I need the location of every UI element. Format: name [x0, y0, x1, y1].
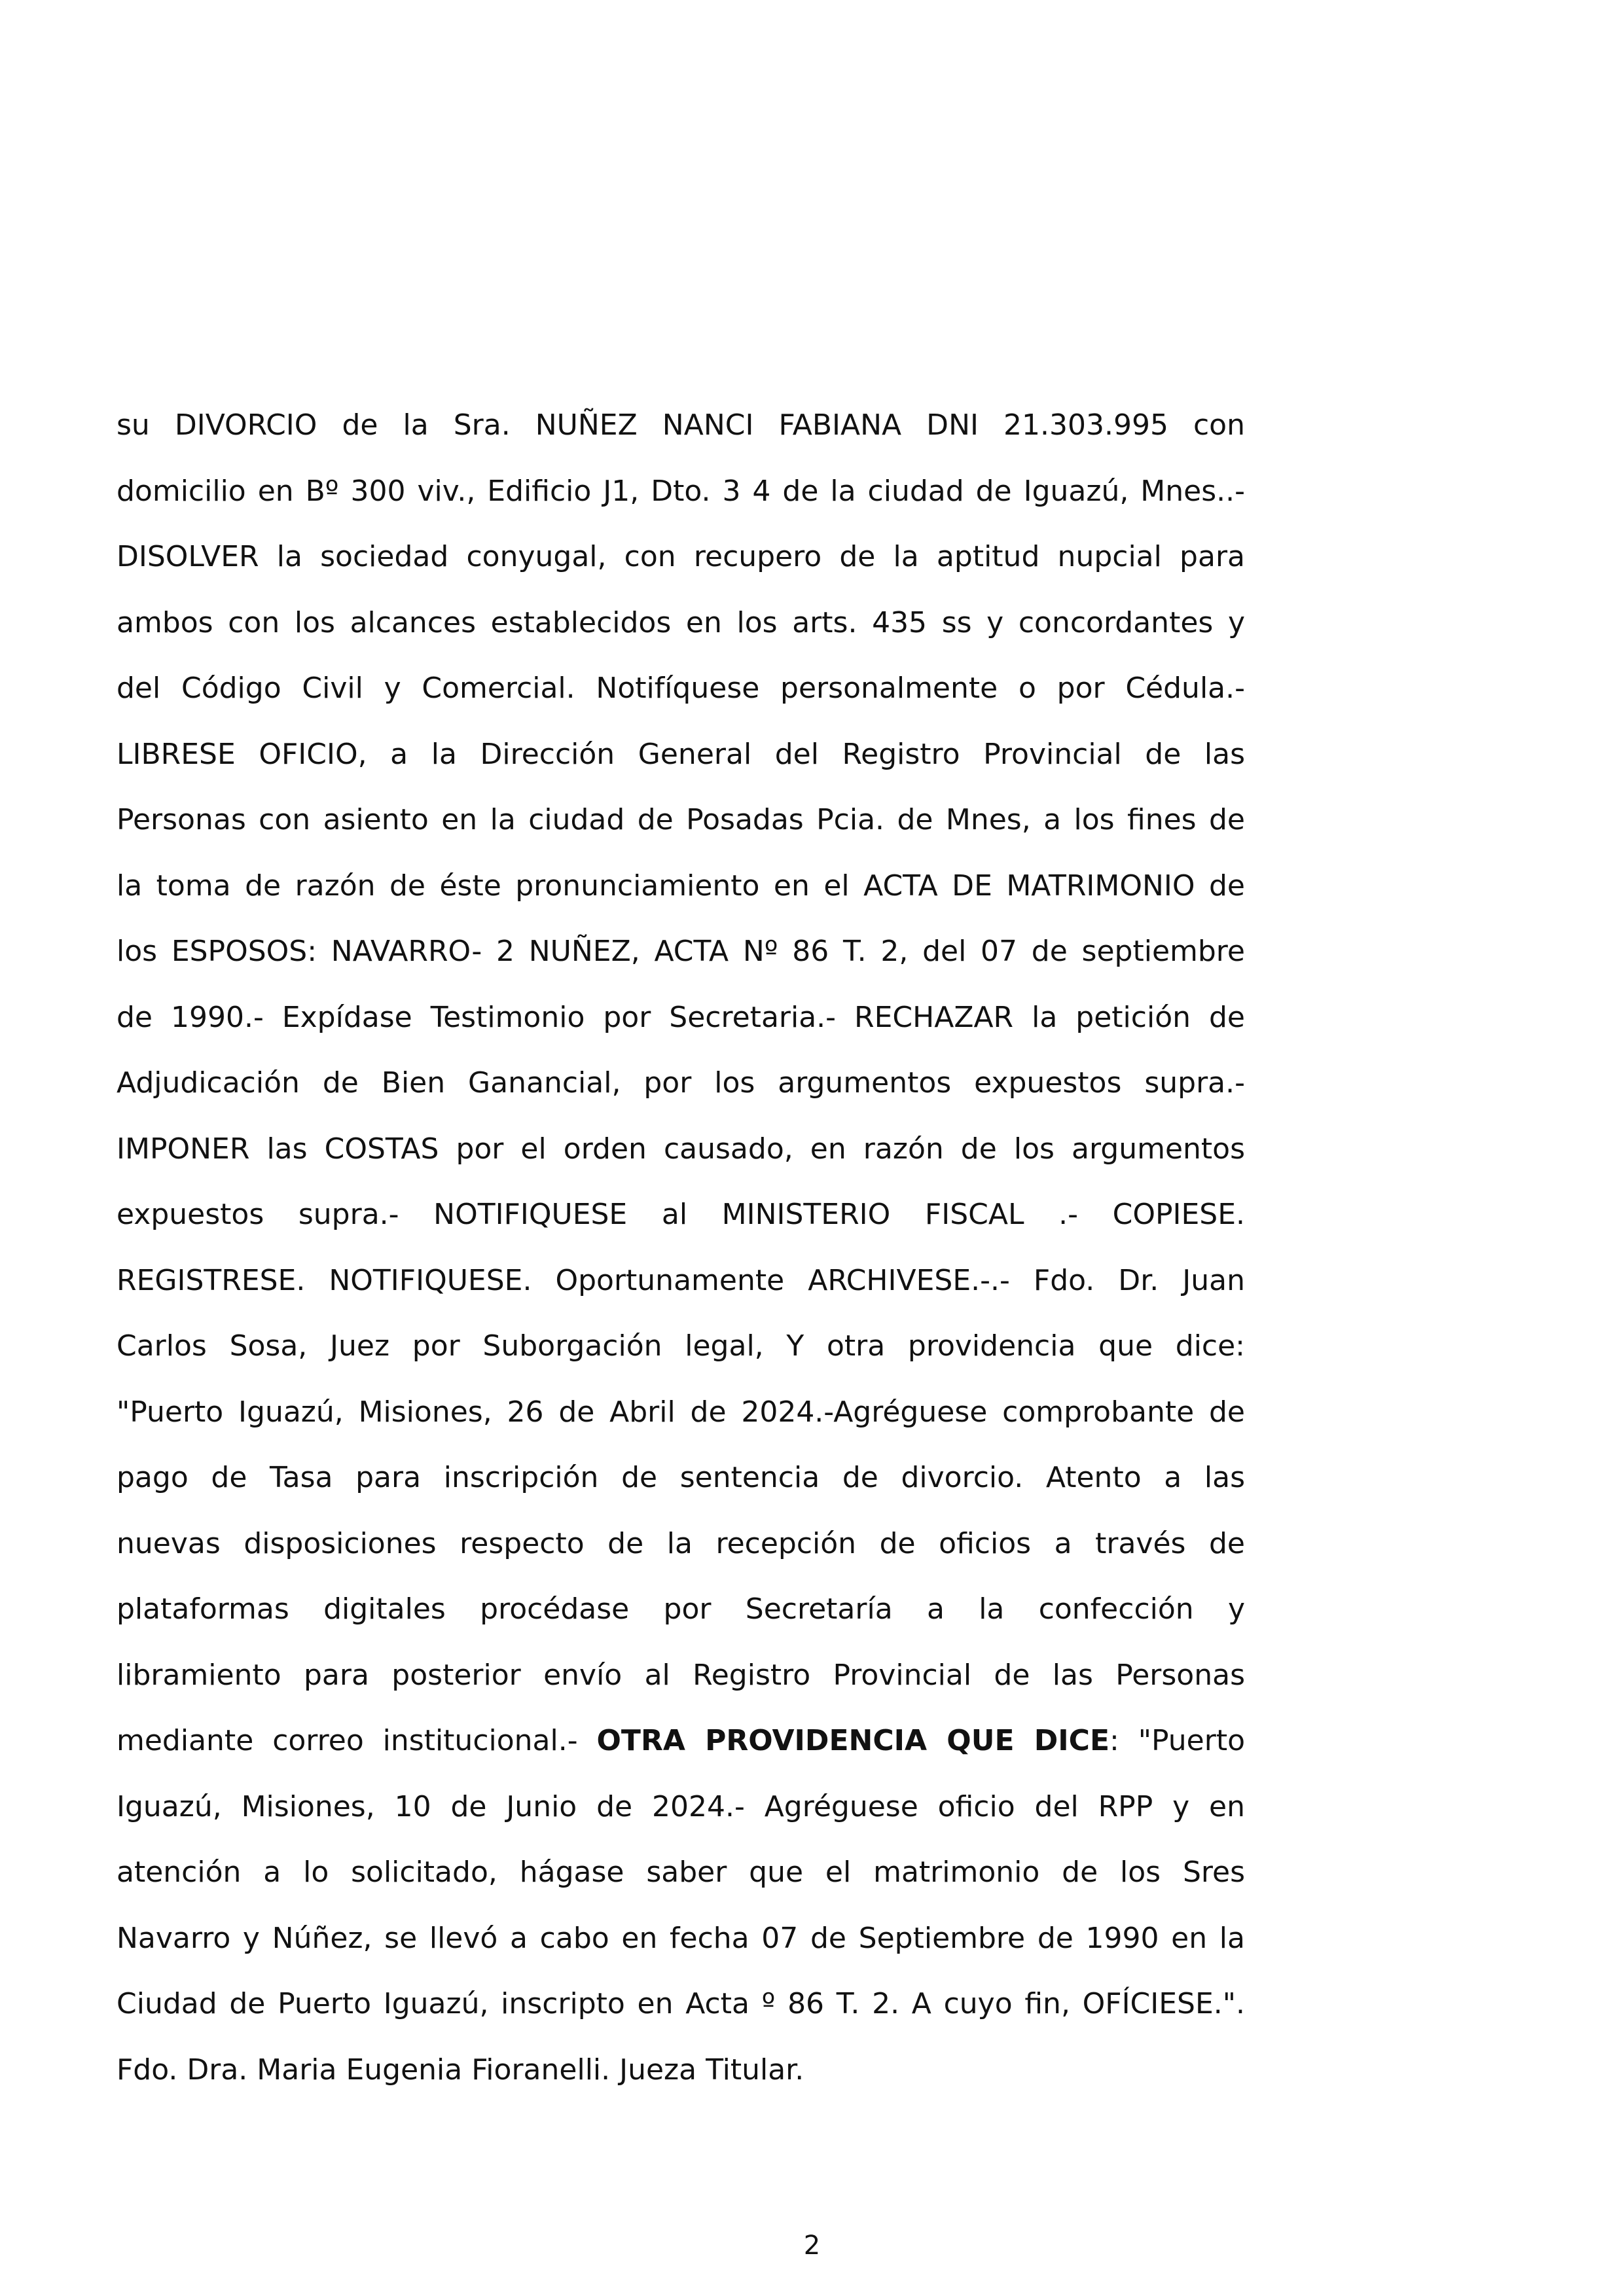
text-line: REGISTRESE. NOTIFIQUESE. Oportunamente ARCHIVESE.-.- Fdo. Dr. Juan [117, 1263, 1245, 1297]
text-line: LIBRESE OFICIO, a la Dirección General del Registro Provincial de las [117, 737, 1245, 771]
text-line-with-bold [117, 1708, 1245, 1774]
text-line: DISOLVER la sociedad conyugal, con recupero de la aptitud nupcial para [117, 540, 1245, 573]
signature-line: Fdo. Dra. Maria Eugenia Fioranelli. Jueza Titular. [117, 2053, 804, 2087]
text-line: Navarro y Núñez, se llevó a cabo en fecha 07 de Septiembre de 1990 en la [117, 1921, 1245, 1955]
text-line: Iguazú, Misiones, 10 de Junio de 2024.- Agréguese oficio del RPP y en [117, 1789, 1245, 1823]
text-line: IMPONER las COSTAS por el orden causado, en razón de los argumentos [117, 1132, 1245, 1166]
text-line: Carlos Sosa, Juez por Suborgación legal, Y otra providencia que dice: [117, 1329, 1245, 1363]
text-line: pago de Tasa para inscripción de sentencia de divorcio. Atento a las [117, 1461, 1245, 1494]
text-line: expuestos supra.- NOTIFIQUESE al MINISTERIO FISCAL .- COPIESE. [117, 1198, 1245, 1231]
text-line: del Código Civil y Comercial. Notifíquese personalmente o por Cédula.- [117, 672, 1245, 705]
bold-heading-otra-providencia: OTRA PROVIDENCIA QUE DICE [596, 1724, 1110, 1757]
text-line: libramiento para posterior envío al Registro Provincial de las Personas [117, 1658, 1245, 1692]
text-line: Adjudicación de Bien Ganancial, por los argumentos expuestos supra.- [117, 1066, 1245, 1100]
text-line: Ciudad de Puerto Iguazú, inscripto en Acta º 86 T. 2. A cuyo fin, OFÍCIESE.". [117, 1987, 1245, 2020]
text-segment: : "Puerto [1110, 1724, 1245, 1757]
text-line: "Puerto Iguazú, Misiones, 26 de Abril de 2024.-Agréguese comprobante de [117, 1395, 1245, 1429]
document-body [117, 393, 1245, 2103]
text-line: plataformas digitales procédase por Secretaría a la confección y [117, 1592, 1245, 1626]
text-line: su DIVORCIO de la Sra. NUÑEZ NANCI FABIANA DNI 21.303.995 con [117, 408, 1245, 442]
text-line: los ESPOSOS: NAVARRO- 2 NUÑEZ, ACTA Nº 86 T. 2, del 07 de septiembre [117, 935, 1245, 968]
text-line: domicilio en Bº 300 viv., Edificio J1, Dto. 3 4 de la ciudad de Iguazú, Mnes..- [117, 474, 1245, 508]
page-number: 2 [803, 2231, 821, 2261]
text-line: atención a lo solicitado, hágase saber que el matrimonio de los Sres [117, 1856, 1245, 1889]
text-line: la toma de razón de éste pronunciamiento en el ACTA DE MATRIMONIO de [117, 869, 1245, 903]
text-line: de 1990.- Expídase Testimonio por Secretaria.- RECHAZAR la petición de [117, 1000, 1245, 1034]
text-line: nuevas disposiciones respecto de la recepción de oficios a través de [117, 1526, 1245, 1560]
text-line: ambos con los alcances establecidos en los arts. 435 ss y concordantes y [117, 605, 1245, 639]
text-segment: mediante correo institucional.- [117, 1724, 597, 1757]
text-line: Personas con asiento en la ciudad de Posadas Pcia. de Mnes, a los fines de [117, 803, 1245, 836]
